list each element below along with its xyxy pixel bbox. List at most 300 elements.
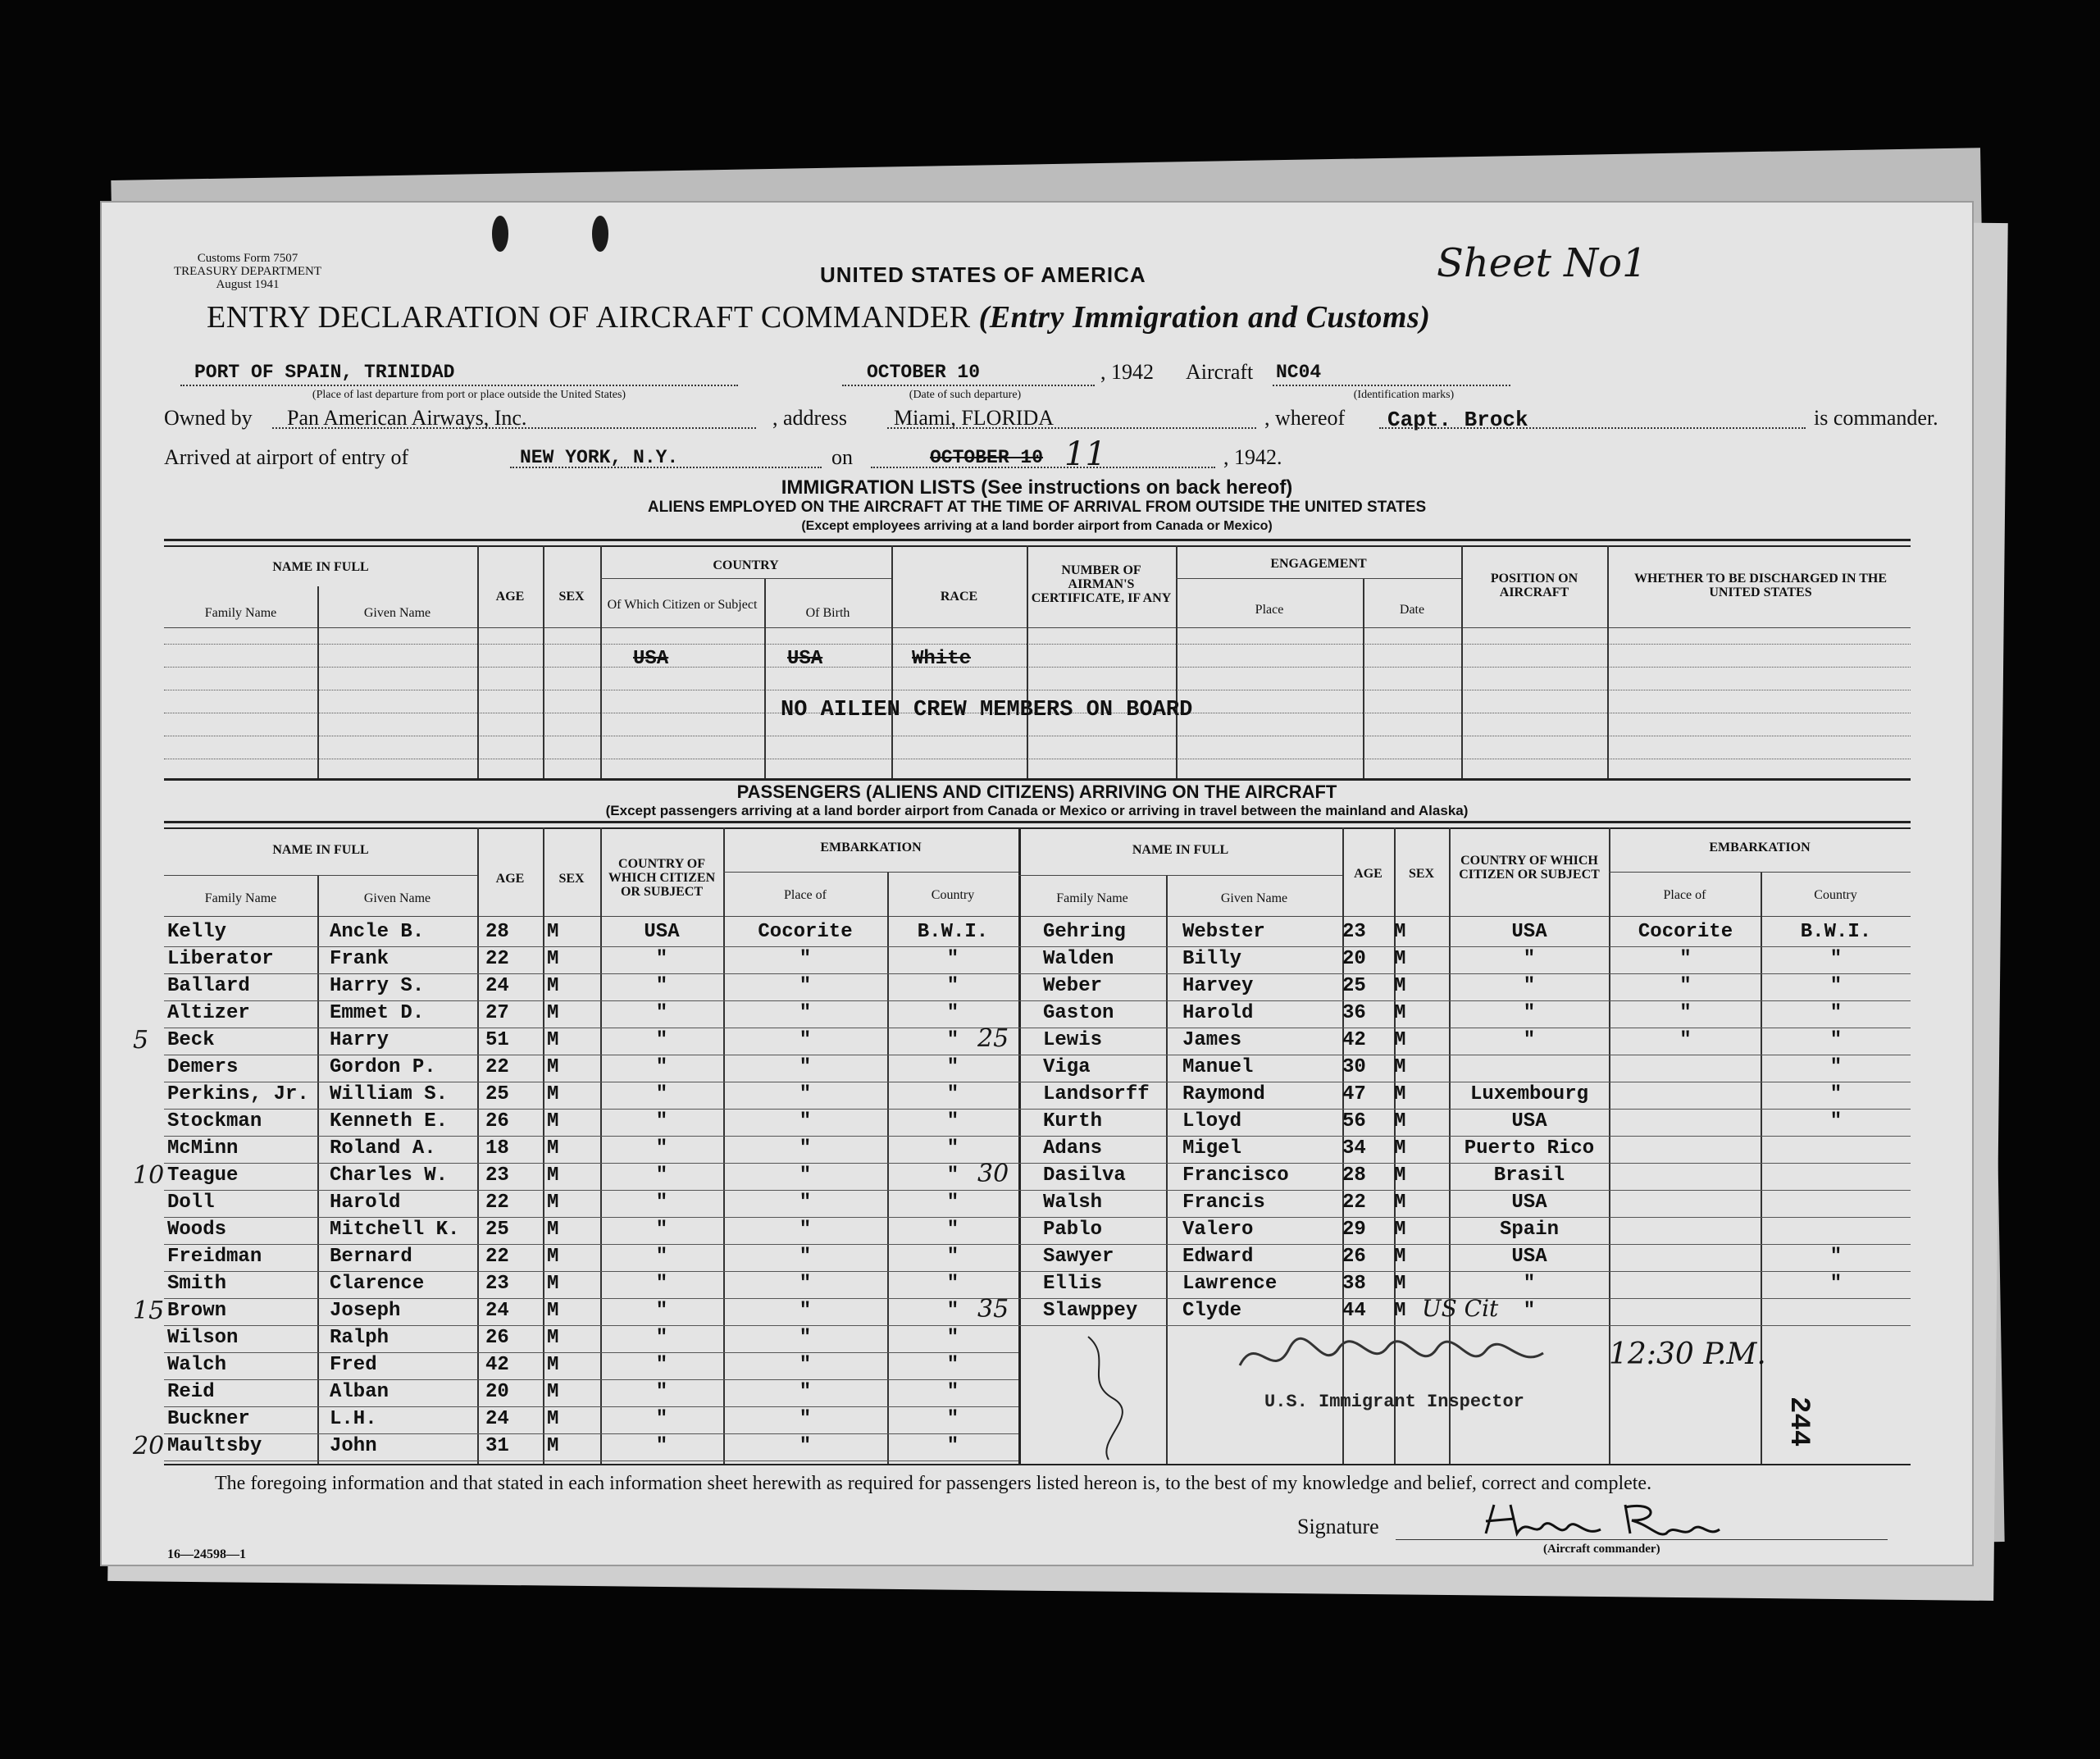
- right-citizen: Puerto Rico: [1464, 1137, 1595, 1160]
- left-age: 25: [485, 1083, 509, 1105]
- right-sex: M: [1394, 1056, 1406, 1078]
- left-given: Ralph: [330, 1327, 389, 1349]
- left-age: 18: [485, 1137, 509, 1160]
- left-row-rule: [164, 1379, 1018, 1380]
- aircraft-label: Aircraft: [1186, 360, 1254, 384]
- crew-header-place: Place: [1255, 603, 1284, 617]
- left-family: Maultsby: [167, 1435, 262, 1457]
- left-given: William S.: [330, 1083, 449, 1105]
- pax-left-header-given: Given Name: [363, 891, 431, 905]
- pax-right-header-age: AGE: [1354, 867, 1383, 881]
- left-country: ": [946, 1273, 959, 1295]
- left-country: ": [946, 1246, 959, 1268]
- left-family: Liberator: [167, 948, 274, 970]
- left-citizen: ": [655, 1354, 668, 1376]
- departure-place: PORT OF SPAIN, TRINIDAD: [194, 362, 455, 383]
- left-place: Cocorite: [758, 921, 853, 943]
- right-sex: M: [1394, 1300, 1406, 1322]
- left-family: Teague: [167, 1164, 239, 1187]
- crew-header-family: Family Name: [204, 606, 277, 620]
- left-family: Ballard: [167, 975, 250, 997]
- left-age: 31: [485, 1435, 509, 1457]
- pax-right-header-sex: SEX: [1408, 867, 1435, 881]
- left-country: ": [946, 1056, 959, 1078]
- arrival-year: , 1942.: [1223, 445, 1282, 469]
- right-row-rule: [1018, 1271, 1911, 1272]
- left-row-rule: [164, 1000, 1018, 1001]
- right-family: Walsh: [1043, 1192, 1103, 1214]
- pax-left-header-embarkation: EMBARKATION: [820, 841, 922, 854]
- left-given: Roland A.: [330, 1137, 436, 1160]
- left-sex: M: [547, 1002, 559, 1024]
- left-family: Buckner: [167, 1408, 250, 1430]
- crew-header-discharged: WHETHER TO BE DISCHARGED IN THE UNITED STATES: [1633, 572, 1888, 599]
- left-row-rule: [164, 1271, 1018, 1272]
- right-family: Pablo: [1043, 1219, 1103, 1241]
- struck-birth: USA: [787, 648, 823, 670]
- left-citizen: ": [655, 1219, 668, 1241]
- left-age: 28: [485, 921, 509, 943]
- aircraft-id: NC04: [1276, 362, 1322, 383]
- left-place: ": [799, 1083, 812, 1105]
- form-date: August 1941: [216, 278, 280, 291]
- is-commander-label: is commander.: [1814, 406, 1938, 430]
- crew-header-sex: SEX: [558, 590, 585, 604]
- right-place: ": [1679, 1029, 1692, 1051]
- left-family: Smith: [167, 1273, 227, 1295]
- stamp-number: 244: [1783, 1397, 1814, 1447]
- right-row-rule: [1018, 1217, 1911, 1218]
- crew-section-note: (Except employees arriving at a land border airport from Canada or Mexico): [801, 519, 1273, 533]
- right-age: 38: [1342, 1273, 1366, 1295]
- right-age: 29: [1342, 1219, 1366, 1241]
- left-row-rule: [164, 1325, 1018, 1326]
- left-citizen: ": [655, 1435, 668, 1457]
- left-citizen: ": [655, 1327, 668, 1349]
- left-place: ": [799, 1110, 812, 1132]
- left-place: ": [799, 1273, 812, 1295]
- right-age: 44: [1342, 1300, 1366, 1322]
- right-country: ": [1829, 1110, 1843, 1132]
- right-citizen: ": [1523, 948, 1536, 970]
- form-title-paren: (Entry Immigration and Customs): [978, 300, 1431, 335]
- left-sex: M: [547, 1300, 559, 1322]
- left-sex: M: [547, 1083, 559, 1105]
- left-sex: M: [547, 1381, 559, 1403]
- right-row-rule: [1018, 1190, 1911, 1191]
- left-citizen: ": [655, 1273, 668, 1295]
- right-row-rule: [1018, 1000, 1911, 1001]
- owner-address: Miami, FLORIDA: [894, 406, 1054, 430]
- left-country: ": [946, 1435, 959, 1457]
- right-place: ": [1679, 975, 1692, 997]
- crew-section-title: IMMIGRATION LISTS (See instructions on back hereof): [781, 476, 1293, 499]
- passenger-section-subtitle: (Except passengers arriving at a land border airport from Canada or Mexico or arriving in travel between the mainland and Alaska): [605, 803, 1469, 818]
- left-age: 23: [485, 1164, 509, 1187]
- left-sex: M: [547, 975, 559, 997]
- right-row-rule: [1018, 1163, 1911, 1164]
- left-citizen: ": [655, 975, 668, 997]
- right-sex: M: [1394, 1164, 1406, 1187]
- pax-right-header-family: Family Name: [1056, 891, 1128, 905]
- right-place: ": [1679, 1002, 1692, 1024]
- left-family: McMinn: [167, 1137, 239, 1160]
- left-given: Ancle B.: [330, 921, 425, 943]
- left-citizen: ": [655, 1029, 668, 1051]
- left-row-rule: [164, 1163, 1018, 1164]
- annotation-us-cit: US Cit: [1422, 1295, 1499, 1322]
- left-country: ": [946, 1083, 959, 1105]
- arrival-date-typed: OCTOBER 10: [930, 447, 1044, 468]
- left-country: ": [946, 1137, 959, 1160]
- right-sex: M: [1394, 1273, 1406, 1295]
- left-citizen: ": [655, 1083, 668, 1105]
- left-citizen: ": [655, 1002, 668, 1024]
- right-age: 34: [1342, 1137, 1366, 1160]
- left-place: ": [799, 1056, 812, 1078]
- left-family: Altizer: [167, 1002, 250, 1024]
- left-country: ": [946, 975, 959, 997]
- left-place: ": [799, 1164, 812, 1187]
- left-sex: M: [547, 948, 559, 970]
- right-citizen: USA: [1511, 1192, 1547, 1214]
- left-row-rule: [164, 1190, 1018, 1191]
- left-sex: M: [547, 1192, 559, 1214]
- left-country: ": [946, 1354, 959, 1376]
- right-row-rule: [1018, 946, 1911, 947]
- left-row-rule: [164, 1352, 1018, 1353]
- commander-name: Capt. Brock: [1387, 408, 1528, 432]
- right-age: 23: [1342, 921, 1366, 943]
- right-citizen: Luxembourg: [1469, 1083, 1589, 1105]
- left-given: Charles W.: [330, 1164, 449, 1187]
- signature-label: Signature: [1297, 1515, 1379, 1538]
- right-row-rule: [1018, 1136, 1911, 1137]
- entry-declaration-form: [100, 201, 1974, 1566]
- crew-header-citizen: Of Which Citizen or Subject: [607, 598, 758, 612]
- right-given: Harold: [1182, 1002, 1254, 1024]
- left-country: ": [946, 1029, 959, 1051]
- left-row-rule: [164, 946, 1018, 947]
- right-row-rule: [1018, 973, 1911, 974]
- left-place: ": [799, 1381, 812, 1403]
- right-family: Ellis: [1043, 1273, 1103, 1295]
- right-sex: M: [1394, 1192, 1406, 1214]
- left-row-rule: [164, 973, 1018, 974]
- right-family: Kurth: [1043, 1110, 1103, 1132]
- left-country: ": [946, 1327, 959, 1349]
- right-age: 42: [1342, 1029, 1366, 1051]
- left-sex: M: [547, 1164, 559, 1187]
- arrived-label: Arrived at airport of entry of: [164, 445, 409, 469]
- passenger-section-title: PASSENGERS (ALIENS AND CITIZENS) ARRIVING ON THE AIRCRAFT: [736, 782, 1337, 802]
- right-country: ": [1829, 975, 1843, 997]
- struck-citizen: USA: [633, 648, 669, 670]
- left-sex: M: [547, 1110, 559, 1132]
- right-given: James: [1182, 1029, 1242, 1051]
- right-given: Francis: [1182, 1192, 1265, 1214]
- right-family: Landsorff: [1043, 1083, 1150, 1105]
- left-country: ": [946, 1002, 959, 1024]
- left-given: Fred: [330, 1354, 377, 1376]
- left-given: Clarence: [330, 1273, 425, 1295]
- left-age: 22: [485, 1192, 509, 1214]
- right-country: B.W.I.: [1800, 921, 1872, 943]
- left-place: ": [799, 1300, 812, 1322]
- form-number: Customs Form 7507: [197, 252, 298, 265]
- left-place: ": [799, 1408, 812, 1430]
- bracket-mark: [1080, 1333, 1154, 1464]
- right-country: ": [1829, 948, 1843, 970]
- left-family: Freidman: [167, 1246, 262, 1268]
- pax-right-header-citizen: COUNTRY OF WHICH CITIZEN OR SUBJECT: [1459, 854, 1600, 882]
- left-sex: M: [547, 1408, 559, 1430]
- right-age: 30: [1342, 1056, 1366, 1078]
- signature-caption: (Aircraft commander): [1543, 1543, 1660, 1556]
- left-given: Emmet D.: [330, 1002, 425, 1024]
- left-given: Kenneth E.: [330, 1110, 449, 1132]
- left-country: ": [946, 1164, 959, 1187]
- right-place: ": [1679, 948, 1692, 970]
- right-citizen: USA: [1511, 1110, 1547, 1132]
- left-sex: M: [547, 1219, 559, 1241]
- pax-right-header-country: Country: [1814, 888, 1857, 902]
- right-given: Webster: [1182, 921, 1265, 943]
- left-given: Harold: [330, 1192, 401, 1214]
- crew-header-country: COUNTRY: [713, 558, 779, 572]
- right-age: 26: [1342, 1246, 1366, 1268]
- right-sex: M: [1394, 1083, 1406, 1105]
- left-sex: M: [547, 1137, 559, 1160]
- left-sex: M: [547, 1246, 559, 1268]
- right-given: Clyde: [1182, 1300, 1242, 1322]
- left-citizen: USA: [644, 921, 680, 943]
- right-age: 25: [1342, 975, 1366, 997]
- left-row-rule: [164, 1244, 1018, 1245]
- right-given: Lloyd: [1182, 1110, 1242, 1132]
- left-given: Joseph: [330, 1300, 401, 1322]
- left-place: ": [799, 1029, 812, 1051]
- right-given: Lawrence: [1182, 1273, 1278, 1295]
- left-age: 27: [485, 1002, 509, 1024]
- left-place: ": [799, 1435, 812, 1457]
- left-age: 24: [485, 975, 509, 997]
- right-family: Weber: [1043, 975, 1103, 997]
- left-citizen: ": [655, 1192, 668, 1214]
- left-citizen: ": [655, 1164, 668, 1187]
- side-count: 30: [977, 1160, 1009, 1188]
- left-place: ": [799, 1002, 812, 1024]
- address-label: , address: [772, 406, 847, 430]
- left-family: Demers: [167, 1056, 239, 1078]
- on-label: on: [831, 445, 853, 469]
- crew-header-age: AGE: [495, 590, 525, 604]
- left-age: 22: [485, 1246, 509, 1268]
- margin-count: 5: [133, 1026, 149, 1055]
- right-country: ": [1829, 1056, 1843, 1078]
- left-family: Woods: [167, 1219, 227, 1241]
- crew-header-cert: NUMBER OF AIRMAN'S CERTIFICATE, IF ANY: [1031, 563, 1172, 605]
- left-given: Gordon P.: [330, 1056, 436, 1078]
- crew-header-birth: Of Birth: [805, 606, 850, 620]
- right-given: Edward: [1182, 1246, 1254, 1268]
- left-country: ": [946, 1300, 959, 1322]
- commander-signature: [1478, 1492, 1773, 1550]
- departure-year: , 1942: [1100, 360, 1154, 384]
- right-sex: M: [1394, 1219, 1406, 1241]
- left-given: Mitchell K.: [330, 1219, 460, 1241]
- right-country: ": [1829, 1246, 1843, 1268]
- left-citizen: ": [655, 1056, 668, 1078]
- left-country: ": [946, 1192, 959, 1214]
- right-citizen: Spain: [1499, 1219, 1559, 1241]
- left-family: Beck: [167, 1029, 215, 1051]
- left-place: ": [799, 1192, 812, 1214]
- left-citizen: ": [655, 1137, 668, 1160]
- left-citizen: ": [655, 1110, 668, 1132]
- right-citizen: Brasil: [1493, 1164, 1565, 1187]
- right-given: Billy: [1182, 948, 1242, 970]
- right-sex: M: [1394, 1002, 1406, 1024]
- left-sex: M: [547, 921, 559, 943]
- left-age: 24: [485, 1300, 509, 1322]
- pax-right-header-place: Place of: [1663, 888, 1706, 902]
- right-sex: M: [1394, 975, 1406, 997]
- left-family: Doll: [167, 1192, 215, 1214]
- inspector-time: 12:30 P.M.: [1609, 1337, 1766, 1371]
- left-place: ": [799, 975, 812, 997]
- right-family: Gehring: [1043, 921, 1126, 943]
- left-family: Reid: [167, 1381, 215, 1403]
- left-given: Frank: [330, 948, 389, 970]
- punch-hole-right: [592, 216, 608, 252]
- left-given: Harry: [330, 1029, 389, 1051]
- left-given: Harry S.: [330, 975, 425, 997]
- left-place: ": [799, 1219, 812, 1241]
- left-given: John: [330, 1435, 377, 1457]
- left-country: ": [946, 1381, 959, 1403]
- departure-date-caption: (Date of such departure): [909, 389, 1022, 401]
- right-age: 36: [1342, 1002, 1366, 1024]
- margin-count: 10: [133, 1161, 165, 1190]
- margin-count: 15: [133, 1296, 165, 1325]
- right-country: ": [1829, 1273, 1843, 1295]
- pax-left-header-country: Country: [931, 888, 975, 902]
- left-age: 24: [485, 1408, 509, 1430]
- left-country: ": [946, 1219, 959, 1241]
- right-family: Lewis: [1043, 1029, 1103, 1051]
- right-family: Gaston: [1043, 1002, 1114, 1024]
- left-age: 26: [485, 1110, 509, 1132]
- right-given: Francisco: [1182, 1164, 1289, 1187]
- right-citizen: ": [1523, 1273, 1536, 1295]
- crew-header-name: NAME IN FULL: [272, 560, 369, 574]
- right-age: 56: [1342, 1110, 1366, 1132]
- left-row-rule: [164, 1136, 1018, 1137]
- pax-right-header-embarkation: EMBARKATION: [1709, 841, 1811, 854]
- department: TREASURY DEPARTMENT: [173, 265, 322, 278]
- margin-count: 20: [133, 1432, 165, 1461]
- left-row-rule: [164, 1217, 1018, 1218]
- aircraft-caption: (Identification marks): [1353, 389, 1455, 401]
- crew-header-given: Given Name: [363, 606, 431, 620]
- left-age: 51: [485, 1029, 509, 1051]
- inspector-label: U.S. Immigrant Inspector: [1264, 1392, 1524, 1412]
- struck-race: White: [912, 648, 972, 670]
- right-given: Harvey: [1182, 975, 1254, 997]
- owned-by-label: Owned by: [164, 406, 253, 430]
- foregoing-statement: The foregoing information and that stated in each information sheet herewith as required for passengers listed hereon is, to the best of my knowledge and belief, correct and complete.: [215, 1473, 1652, 1494]
- left-row-rule: [164, 1298, 1018, 1299]
- right-given: Manuel: [1182, 1056, 1254, 1078]
- right-row-rule: [1018, 1109, 1911, 1110]
- left-country: ": [946, 948, 959, 970]
- right-sex: M: [1394, 948, 1406, 970]
- right-citizen: ": [1523, 1029, 1536, 1051]
- right-age: 28: [1342, 1164, 1366, 1187]
- left-given: L.H.: [330, 1408, 377, 1430]
- right-given: Valero: [1182, 1219, 1254, 1241]
- left-family: Brown: [167, 1300, 227, 1322]
- right-age: 47: [1342, 1083, 1366, 1105]
- crew-header-race: RACE: [940, 590, 978, 604]
- sheet-note: Sheet No1: [1437, 240, 1647, 286]
- form-title: [207, 299, 1430, 335]
- left-citizen: ": [655, 1246, 668, 1268]
- country-title: UNITED STATES OF AMERICA: [820, 262, 1146, 287]
- right-country: ": [1829, 1002, 1843, 1024]
- left-sex: M: [547, 1056, 559, 1078]
- left-sex: M: [547, 1327, 559, 1349]
- left-family: Kelly: [167, 921, 227, 943]
- right-citizen: ": [1523, 1300, 1536, 1322]
- right-citizen: USA: [1511, 921, 1547, 943]
- no-alien-crew-notice: NO AILIEN CREW MEMBERS ON BOARD: [781, 698, 1193, 722]
- right-given: Migel: [1182, 1137, 1242, 1160]
- left-sex: M: [547, 1435, 559, 1457]
- right-citizen: ": [1523, 975, 1536, 997]
- pax-left-header-sex: SEX: [558, 872, 585, 886]
- left-row-rule: [164, 1433, 1018, 1434]
- left-family: Walch: [167, 1354, 227, 1376]
- right-family: Viga: [1043, 1056, 1091, 1078]
- departure-place-caption: (Place of last departure from port or place outside the United States): [312, 389, 626, 401]
- crew-header-position: POSITION ON AIRCRAFT: [1490, 572, 1578, 599]
- pax-right-header-given: Given Name: [1220, 891, 1288, 905]
- right-place: Cocorite: [1638, 921, 1733, 943]
- left-family: Wilson: [167, 1327, 239, 1349]
- right-citizen: ": [1523, 1002, 1536, 1024]
- right-age: 22: [1342, 1192, 1366, 1214]
- right-family: Slawppey: [1043, 1300, 1138, 1322]
- form-title-main: ENTRY DECLARATION OF AIRCRAFT COMMANDER: [207, 300, 971, 335]
- left-given: Bernard: [330, 1246, 412, 1268]
- crew-header-date: Date: [1399, 603, 1425, 617]
- right-family: Adans: [1043, 1137, 1103, 1160]
- right-family: Dasilva: [1043, 1164, 1126, 1187]
- left-place: ": [799, 1246, 812, 1268]
- left-citizen: ": [655, 948, 668, 970]
- right-family: Walden: [1043, 948, 1114, 970]
- departure-date: OCTOBER 10: [867, 362, 981, 383]
- left-sex: M: [547, 1354, 559, 1376]
- right-row-rule: [1018, 1244, 1911, 1245]
- left-citizen: ": [655, 1381, 668, 1403]
- right-citizen: USA: [1511, 1246, 1547, 1268]
- left-age: 22: [485, 1056, 509, 1078]
- left-given: Alban: [330, 1381, 389, 1403]
- left-row-rule: [164, 1109, 1018, 1110]
